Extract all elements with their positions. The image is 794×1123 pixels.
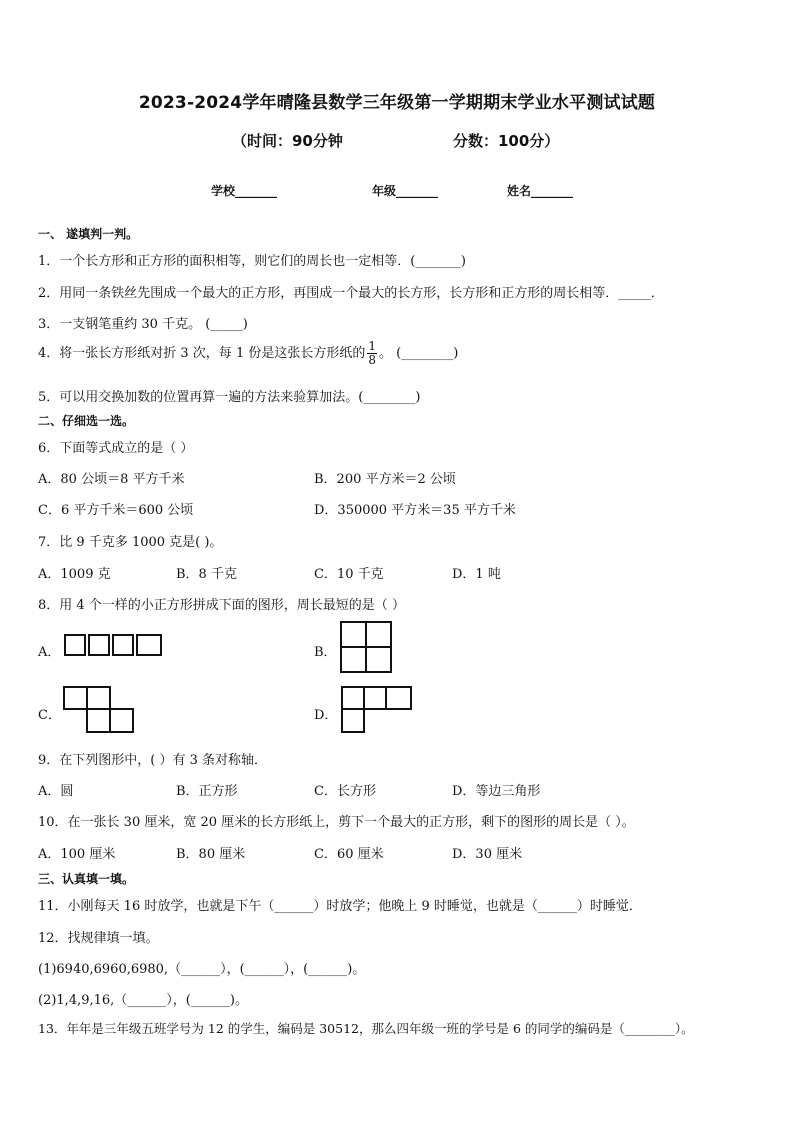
question-4-text: 4．将一张长方形纸对折 3 次，每 1 份是这张长方形纸的 <box>38 346 366 361</box>
question-3: 3．一支钢笔重约 30 千克。 (_____) <box>38 317 248 332</box>
question-6: 6．下面等式成立的是（ ） <box>38 441 194 456</box>
square-cell <box>136 634 162 656</box>
exam-time: （时间：90分钟 <box>232 132 343 150</box>
q9-option-c[interactable]: C．长方形 <box>314 784 376 799</box>
question-4 <box>38 340 458 367</box>
section-heading-1: 一、 遂填判一判。 <box>38 227 139 241</box>
q6-option-a[interactable]: A．80 公顷＝8 平方千米 <box>38 472 185 487</box>
question-12-part-1: (1)6940,6960,6980,（______），(______），(______)。 <box>38 962 366 977</box>
square-cell <box>341 686 365 710</box>
question-9: 9．在下列图形中，( ）有 3 条对称轴． <box>38 753 268 768</box>
q8-option-c[interactable]: C． <box>38 708 61 723</box>
square-cell <box>340 621 367 648</box>
question-1: 1．一个长方形和正方形的面积相等，则它们的周长也一定相等．(_______) <box>38 254 466 269</box>
question-7: 7．比 9 千克多 1000 克是( )。 <box>38 535 223 550</box>
q9-option-b[interactable]: B．正方形 <box>176 784 238 799</box>
question-12-part-2: (2)1,4,9,16,（______），(______)。 <box>38 993 248 1008</box>
square-cell <box>365 646 392 673</box>
q6-option-b[interactable]: B．200 平方米＝2 公顷 <box>314 472 456 487</box>
square-cell <box>340 646 367 673</box>
fraction-one-eighth <box>367 340 377 367</box>
q8-option-d[interactable]: D． <box>314 708 338 723</box>
page-title: 2023-2024学年晴隆县数学三年级第一学期期末学业水平测试试题 <box>138 93 656 113</box>
q9-option-a[interactable]: A．圆 <box>38 784 74 799</box>
square-cell <box>86 686 111 710</box>
question-11: 11．小刚每天 16 时放学，也就是下午（______）时放学；他晚上 9 时睡觉，也就是（______）时睡觉． <box>38 899 642 914</box>
question-2: 2．用同一条铁丝先围成一个最大的正方形，再围成一个最大的长方形，长方形和正方形的周长相等．_____． <box>38 286 664 301</box>
question-8: 8．用 4 个一样的小正方形拼成下面的图形，周长最短的是（ ） <box>38 598 405 613</box>
school-field[interactable]: 学校_______ <box>211 184 278 198</box>
question-4-blank: 。 (________) <box>378 346 459 361</box>
fraction-numerator: 1 <box>368 339 376 353</box>
square-cell <box>385 686 412 710</box>
q10-option-a[interactable]: A．100 厘米 <box>38 847 116 862</box>
q7-option-d[interactable]: D．1 吨 <box>452 567 501 582</box>
question-5: 5．可以用交换加数的位置再算一遍的方法来验算加法。(________) <box>38 390 421 405</box>
grade-field[interactable]: 年级_______ <box>372 184 439 198</box>
q10-option-c[interactable]: C．60 厘米 <box>314 847 384 862</box>
q10-option-d[interactable]: D．30 厘米 <box>452 847 523 862</box>
square-cell <box>64 634 86 656</box>
question-10: 10．在一张长 30 厘米，宽 20 厘米的长方形纸上，剪下一个最大的正方形，剩下的图形的周长是（ ）。 <box>38 815 635 830</box>
section-heading-2: 二、仔细选一选。 <box>38 414 135 428</box>
square-cell <box>63 686 88 710</box>
q6-option-c[interactable]: C．6 平方千米＝600 公顷 <box>38 503 194 518</box>
section-heading-3: 三、认真填一填。 <box>38 872 135 886</box>
q7-option-a[interactable]: A．1009 克 <box>38 567 111 582</box>
q10-option-b[interactable]: B．80 厘米 <box>176 847 246 862</box>
square-cell <box>86 708 111 733</box>
square-cell <box>88 634 110 656</box>
square-cell <box>341 708 365 733</box>
q7-option-c[interactable]: C．10 千克 <box>314 567 384 582</box>
square-cell <box>112 634 134 656</box>
q8-option-b[interactable]: B． <box>314 645 337 660</box>
q7-option-b[interactable]: B．8 千克 <box>176 567 237 582</box>
square-cell <box>109 708 134 733</box>
question-12: 12．找规律填一填。 <box>38 931 159 946</box>
square-cell <box>365 621 392 648</box>
q9-option-d[interactable]: D．等边三角形 <box>452 784 541 799</box>
square-cell <box>363 686 387 710</box>
fraction-denominator: 8 <box>368 353 376 367</box>
name-field[interactable]: 姓名_______ <box>507 184 574 198</box>
exam-score: 分数：100分） <box>453 132 560 150</box>
q6-option-d[interactable]: D．350000 平方米＝35 平方千米 <box>314 503 516 518</box>
question-13: 13．年年是三年级五班学号为 12 的学生，编码是 30512，那么四年级一班的学号是 6 的同学的编码是（________）。 <box>38 1021 694 1036</box>
q8-option-a[interactable]: A． <box>38 645 61 660</box>
